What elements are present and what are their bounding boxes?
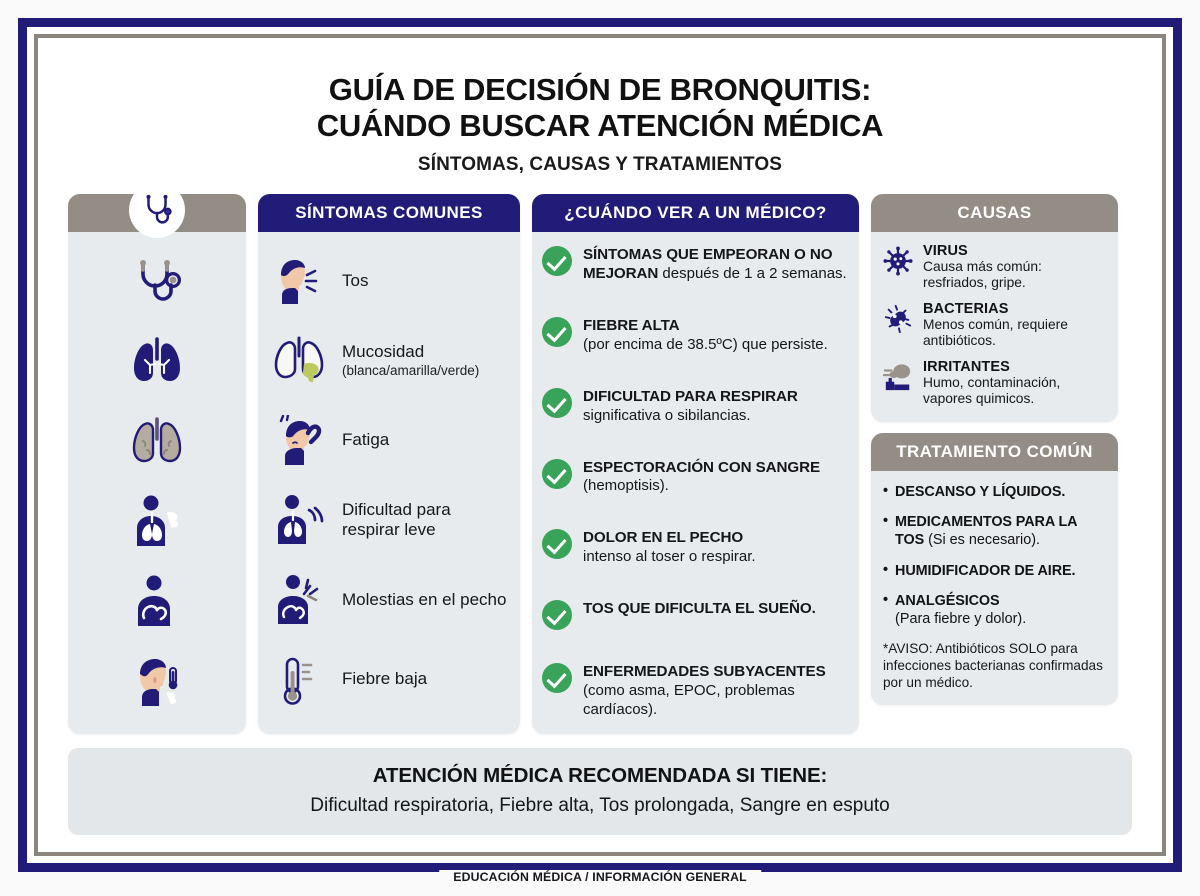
cause-desc: Menos común, requiere antibióticos. — [923, 316, 1068, 349]
person-coughing-icon — [270, 252, 328, 310]
list-item-text — [923, 243, 1107, 292]
doctor-item-strong: TOS QUE DIFICULTA EL SUEÑO. — [583, 600, 816, 618]
list-item — [542, 661, 847, 719]
person-fever-cough-icon — [126, 645, 188, 719]
causes-list — [871, 232, 1118, 422]
inner-taupe-frame — [34, 34, 1166, 856]
icon-rail-column — [68, 194, 246, 734]
list-item-text — [342, 271, 368, 292]
symptom-label: Molestias en el pecho — [342, 589, 507, 609]
treatment-item-strong: ANALGÉSICOS — [895, 593, 1000, 610]
doctor-item-normal: (como asma, EPOC, problemas cardíacos). — [583, 682, 795, 718]
person-breathing-difficulty-icon — [270, 491, 328, 549]
check-circle-icon — [542, 459, 572, 489]
symptom-label: Tos — [342, 270, 369, 290]
list-item-text — [583, 598, 816, 619]
doctor-item-strong: ESPECTORACIÓN CON SANGRE — [583, 458, 820, 476]
treatment-panel — [871, 433, 1118, 705]
list-item — [542, 386, 847, 426]
symptom-label: Mucosidad — [342, 342, 425, 362]
factory-smoke-icon — [882, 361, 914, 393]
list-item — [270, 408, 508, 474]
list-item-text — [895, 563, 1075, 581]
frame-white-gap — [27, 27, 1173, 863]
check-circle-icon — [542, 246, 572, 276]
list-item-text — [342, 342, 479, 379]
person-chest-pain-icon — [126, 565, 188, 639]
list-item — [542, 244, 847, 285]
stethoscope-icon — [129, 245, 185, 319]
symptom-label: Fiebre baja — [342, 669, 428, 689]
when-to-see-doctor-column — [532, 194, 859, 734]
symptoms-list — [258, 232, 520, 734]
list-item — [542, 527, 847, 567]
treatment-item-strong: HUMIDIFICADOR DE AIRE. — [895, 562, 1076, 579]
check-circle-icon — [542, 388, 572, 418]
list-item — [270, 248, 508, 314]
doctor-header: ¿CUÁNDO VER A UN MÉDICO? — [532, 194, 859, 232]
treatment-header: TRATAMIENTO COMÚN — [871, 433, 1118, 471]
list-item — [883, 484, 1104, 502]
cause-title: BACTERIAS — [923, 300, 1009, 317]
doctor-panel — [532, 194, 859, 734]
symptoms-header: SÍNTOMAS COMUNES — [258, 194, 520, 232]
person-chest-discomfort-icon — [270, 571, 328, 629]
list-item-text — [583, 386, 798, 426]
right-column — [871, 194, 1118, 705]
icon-rail-panel — [68, 194, 246, 734]
list-item-text — [895, 593, 1026, 628]
treatment-item-normal: (Si es necesario). — [928, 531, 1041, 548]
list-item-text — [923, 301, 1107, 350]
bullet-icon: • — [883, 592, 889, 609]
lungs-healthy-icon — [127, 325, 187, 399]
title-line-2: CUÁNDO BUSCAR ATENCIÓN MÉDICA — [316, 108, 884, 144]
check-circle-icon — [542, 663, 572, 693]
doctor-item-normal: (por encima de 38.5ºC) que persiste. — [583, 335, 828, 353]
recommendation-banner — [68, 748, 1132, 835]
list-item-text — [342, 590, 506, 611]
cause-desc: Humo, contaminación, vapores quimicos. — [923, 374, 1061, 407]
list-item-text — [583, 244, 847, 285]
icon-rail-list — [68, 232, 246, 734]
symptoms-panel — [258, 194, 520, 734]
person-breathing-icon — [126, 485, 188, 559]
list-item-text — [342, 430, 389, 451]
cause-title: VIRUS — [923, 242, 968, 259]
list-item — [882, 301, 1107, 350]
doctor-item-strong: DIFICULTAD PARA RESPIRAR — [583, 387, 798, 405]
lungs-mucus-icon — [270, 332, 328, 390]
doctor-item-strong: SÍNTOMAS QUE EMPEORAN O NO MEJORAN — [583, 245, 833, 283]
doctor-item-normal: intenso al toser o respirar. — [583, 548, 756, 566]
person-fatigue-icon — [270, 412, 328, 470]
thermometer-icon — [270, 651, 328, 709]
list-item — [270, 567, 508, 633]
list-item-text — [583, 457, 820, 497]
list-item-text — [895, 514, 1104, 549]
causes-panel — [871, 194, 1118, 422]
doctor-list — [532, 232, 859, 734]
doctor-item-strong: FIEBRE ALTA — [583, 317, 680, 335]
treatment-item-normal: (Para fiebre y dolor). — [895, 610, 1027, 627]
list-item-text — [583, 315, 828, 355]
page-subtitle: SÍNTOMAS, CAUSAS Y TRATAMIENTOS — [417, 153, 783, 175]
doctor-item-strong: DOLOR EN EL PECHO — [583, 529, 744, 547]
check-circle-icon — [542, 600, 572, 630]
footer-label: EDUCACIÓN MÉDICA / INFORMACIÓN GENERAL — [439, 870, 761, 884]
symptom-label: Fatiga — [342, 430, 390, 450]
bullet-icon: • — [883, 561, 889, 578]
banner-line-1: ATENCIÓN MÉDICA RECOMENDADA SI TIENE: — [372, 763, 828, 787]
list-item — [542, 457, 847, 497]
banner-line-2: Dificultad respiratoria, Fiebre alta, Tos prolongada, Sangre en esputo — [310, 794, 890, 816]
list-item — [542, 315, 847, 355]
list-item — [883, 514, 1104, 549]
treatment-item-strong: DESCANSO Y LÍQUIDOS. — [895, 483, 1066, 500]
list-item-text — [583, 527, 756, 567]
cause-title: IRRITANTES — [923, 358, 1010, 375]
list-item — [270, 487, 508, 553]
check-circle-icon — [542, 529, 572, 559]
doctor-item-strong: ENFERMEDADES SUBYACENTES — [583, 663, 826, 681]
virus-icon — [882, 245, 914, 277]
list-item — [883, 593, 1104, 628]
symptoms-column — [258, 194, 520, 734]
doctor-item-normal: después de 1 a 2 semanas. — [662, 265, 847, 283]
lungs-inflamed-icon — [127, 405, 187, 479]
list-item-text — [342, 500, 508, 541]
list-item — [883, 563, 1104, 581]
title-line-1: GUÍA DE DECISIÓN DE BRONQUITIS: — [328, 72, 872, 107]
list-item — [270, 328, 508, 394]
bullet-icon: • — [883, 482, 889, 499]
list-item-text — [342, 669, 427, 690]
cause-desc: Causa más común: resfriados, gripe. — [923, 258, 1042, 291]
treatment-notice: *AVISO: Antibióticos SOLO para infecciones bacterianas confirmadas por un médico. — [883, 641, 1103, 690]
list-item-text — [895, 484, 1065, 502]
page-title — [64, 48, 1136, 176]
list-item — [270, 647, 508, 713]
doctor-item-normal: (hemoptisis). — [583, 477, 669, 495]
doctor-item-normal: significativa o sibilancias. — [583, 406, 751, 424]
list-item — [882, 243, 1107, 292]
columns-container — [64, 194, 1136, 734]
symptom-sublabel: (blanca/amarilla/verde) — [342, 363, 480, 379]
bacteria-icon — [882, 303, 914, 335]
causes-header: CAUSAS — [871, 194, 1118, 232]
treatment-item-strong: MEDICAMENTOS PARA LA TOS — [895, 514, 1077, 548]
symptom-label: Dificultad para respirar leve — [342, 499, 451, 540]
list-item-text — [923, 359, 1107, 408]
outer-navy-frame — [18, 18, 1182, 872]
list-item-text — [583, 661, 847, 719]
content-area — [38, 38, 1162, 852]
list-item — [542, 598, 847, 630]
treatment-list — [871, 471, 1118, 705]
check-circle-icon — [542, 317, 572, 347]
bullet-icon: • — [883, 513, 889, 530]
list-item — [882, 359, 1107, 408]
